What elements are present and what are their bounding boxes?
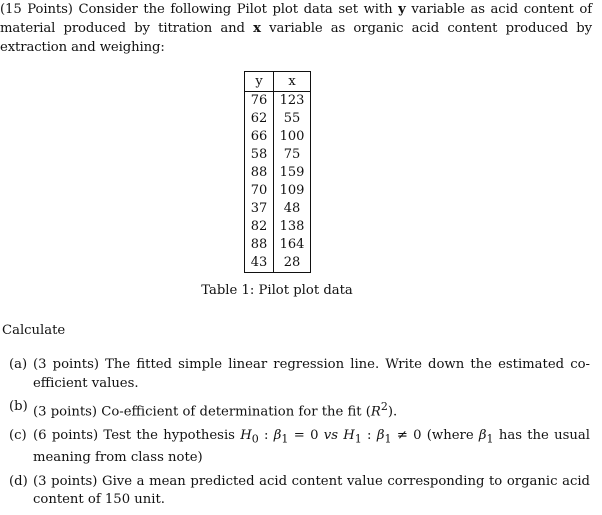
- cell-x: 138: [274, 218, 311, 236]
- cell-x: 28: [274, 254, 311, 273]
- problem-points: (15 Points): [0, 2, 73, 17]
- problem-intro-1: Consider the following Pilot plot data set with: [78, 2, 399, 17]
- part-c-text-3: has the usual meaning from class note): [33, 427, 590, 466]
- part-b-marker: (b): [9, 399, 28, 414]
- part-a-text: (3 points) The fitted simple linear regression line. Write down the estimated co-efficient values.: [33, 357, 590, 391]
- r-symbol: R: [370, 404, 381, 420]
- cell-x: 48: [274, 200, 311, 218]
- part-b-text-1: (3 points) Co-efficient of determination for the fit (: [33, 404, 371, 420]
- problem-intro-3: variable as organic acid content produced by extraction and weighing:: [0, 21, 592, 55]
- x-variable: x: [253, 21, 261, 36]
- table-row: [245, 218, 311, 236]
- pilot-data-table: [244, 71, 311, 273]
- beta-symbol: β: [273, 427, 282, 443]
- y-variable: y: [398, 2, 406, 17]
- table-row: [245, 164, 311, 182]
- cell-x: 109: [274, 182, 311, 200]
- table-row: [245, 254, 311, 273]
- cell-x: 55: [274, 110, 311, 128]
- table-row: [245, 128, 311, 146]
- header-y: y: [245, 72, 274, 92]
- cell-y: 88: [245, 164, 274, 182]
- cell-y: 88: [245, 236, 274, 254]
- part-c-text-1: (6 points) Test the hypothesis: [33, 427, 241, 443]
- beta-subscript: 1: [281, 432, 289, 446]
- part-c-text-2: (where: [421, 427, 479, 443]
- cell-x: 159: [274, 164, 311, 182]
- beta-symbol-3: β: [478, 427, 487, 443]
- part-d-text: (3 points) Give a mean predicted acid content value corresponding to organic acid content of 150 unit.: [33, 473, 590, 508]
- r-squared-exponent: 2: [380, 400, 388, 413]
- part-c-marker: (c): [9, 427, 27, 443]
- question-parts-list: [9, 356, 590, 515]
- table-row: [245, 92, 311, 111]
- cell-y: 43: [245, 254, 274, 273]
- table-row: [245, 182, 311, 200]
- table-caption: Table 1: Pilot plot data: [201, 283, 353, 298]
- cell-y: 82: [245, 218, 274, 236]
- cell-y: 58: [245, 146, 274, 164]
- cell-y: 70: [245, 182, 274, 200]
- problem-intro-2: variable as acid content of material produced by titration and: [0, 2, 593, 36]
- problem-statement: [0, 0, 592, 57]
- h1-subscript: 1: [354, 432, 362, 446]
- eq-not-equal-zero: ≠ 0: [391, 427, 422, 443]
- part-d: [9, 473, 590, 510]
- part-c: [9, 427, 590, 468]
- table-row: [245, 146, 311, 164]
- vs-text: vs: [323, 427, 338, 443]
- table-row: [245, 200, 311, 218]
- h0-symbol: H: [240, 427, 252, 443]
- part-a: [9, 356, 590, 393]
- table-header-row: [245, 72, 311, 92]
- h0-subscript: 0: [251, 432, 259, 446]
- calculate-heading: Calculate: [2, 323, 66, 338]
- cell-x: 123: [274, 92, 311, 111]
- part-b-text-2: ).: [387, 404, 398, 420]
- table-row: [245, 236, 311, 254]
- part-b: [9, 398, 590, 422]
- eq-equals-zero: = 0: [288, 427, 324, 443]
- cell-y: 76: [245, 92, 274, 111]
- cell-y: 66: [245, 128, 274, 146]
- beta-symbol-2: β: [376, 427, 385, 443]
- table-row: [245, 110, 311, 128]
- h1-symbol: H: [337, 427, 355, 443]
- eq-colon-1: :: [258, 427, 274, 443]
- cell-y: 62: [245, 110, 274, 128]
- cell-x: 75: [274, 146, 311, 164]
- beta-subscript-3: 1: [486, 432, 494, 446]
- eq-colon-2: :: [361, 427, 377, 443]
- cell-x: 100: [274, 128, 311, 146]
- cell-x: 164: [274, 236, 311, 254]
- part-a-marker: (a): [9, 357, 28, 372]
- header-x: x: [274, 72, 311, 92]
- part-d-marker: (d): [9, 473, 28, 489]
- beta-subscript-2: 1: [384, 432, 392, 446]
- cell-y: 37: [245, 200, 274, 218]
